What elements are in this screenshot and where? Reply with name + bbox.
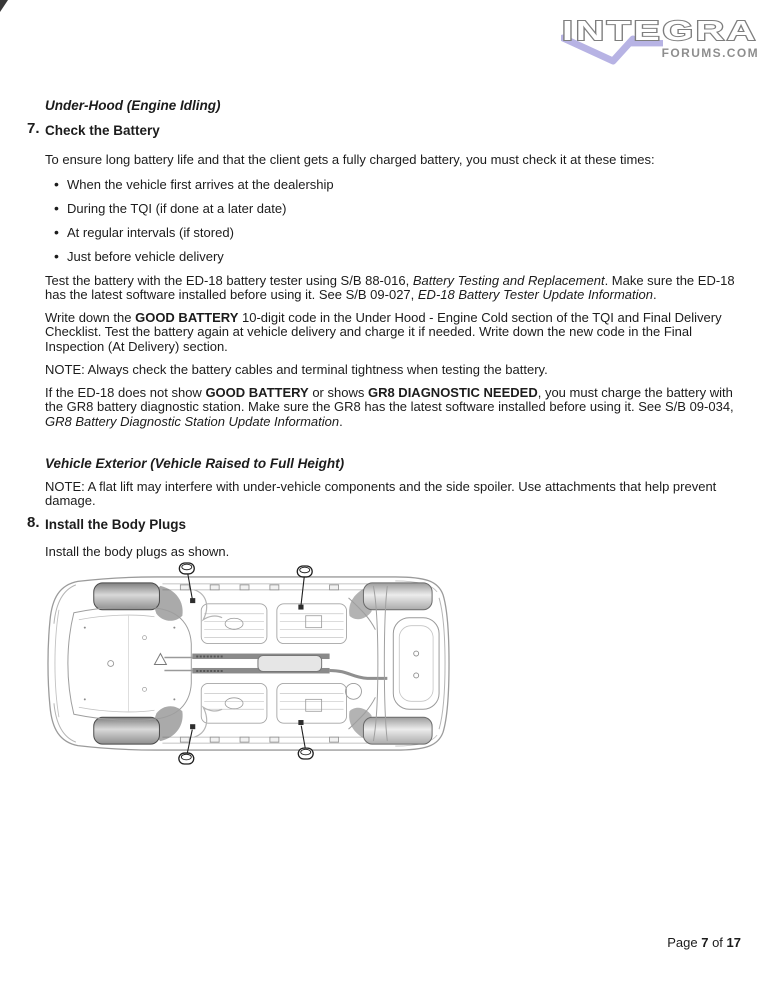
rear-floor-pan: [393, 617, 439, 709]
front-left-tire: [94, 582, 160, 609]
engine-splash-shield: [68, 606, 191, 720]
document-body: [27, 98, 746, 769]
list-item: • When the vehicle first arrives at the dealership: [45, 178, 746, 193]
exhaust-pipe: [330, 670, 388, 678]
integra-forums-logo: [561, 12, 761, 68]
scan-corner-artifact: [0, 0, 8, 12]
logo-subtitle: FORUMS.COM: [661, 46, 759, 60]
heading-vehicle-exterior: Vehicle Exterior (Vehicle Raised to Full Height): [45, 456, 345, 471]
footer-of-word: of: [712, 935, 723, 950]
test-battery-paragraph: Test the battery with the ED-18 battery tester using S/B 88-016, Battery Testing and Replacement. Make sure the ED-18 has the latest software installed before using it. See S/B 09-027, ED-18 Battery Tester Update Information.: [45, 272, 735, 302]
step-8-number: 8.: [27, 514, 40, 531]
footer-page-word: Page: [667, 935, 698, 950]
battery-intro-paragraph: To ensure long battery life and that the client gets a fully charged battery, you must check it at these times:: [45, 152, 655, 167]
footer-page-number: 7: [701, 935, 709, 950]
gr8-charge-paragraph: If the ED-18 does not show GOOD BATTERY or shows GR8 DIAGNOSTIC NEEDED, you must charge the battery with the GR8 battery diagnostic station. Make sure the GR8 has the latest software installed before using it. See S/B 09-034, GR8 Battery Diagnostic Station Update Information.: [45, 384, 734, 429]
step-7: [27, 120, 746, 139]
step-8: [27, 514, 746, 533]
step-7-title: Check the Battery: [45, 122, 160, 138]
footer-page-total: 17: [726, 935, 741, 950]
list-item: • At regular intervals (if stored): [45, 226, 746, 241]
note-battery-cables: NOTE: Always check the battery cables and terminal tightness when testing the battery.: [45, 362, 548, 377]
step-8-title: Install the Body Plugs: [45, 516, 187, 532]
heading-under-hood: Under-Hood (Engine Idling): [45, 98, 221, 113]
exhaust-resonator: [258, 655, 322, 671]
car-underbody-diagram: [45, 558, 453, 769]
write-code-paragraph: Write down the GOOD BATTERY 10-digit code in the Under Hood - Engine Cold section of the TQI and Final Delivery Checklist. Test the battery again at vehicle delivery and charge it if needed. Write down the new code in the Final Inspection (At Delivery) section.: [45, 309, 722, 354]
note-flat-lift: NOTE: A flat lift may interfere with under-vehicle components and the side spoiler. Use attachments that help prevent damage.: [45, 478, 717, 508]
logo-title: INTEGRA: [562, 15, 758, 46]
page-footer: [667, 936, 741, 951]
step-7-number: 7.: [27, 120, 40, 137]
battery-check-times-list: [45, 178, 746, 265]
list-item: • During the TQI (if done at a later date): [45, 202, 746, 217]
list-item: • Just before vehicle delivery: [45, 250, 746, 265]
front-right-tire: [94, 717, 160, 744]
install-plugs-paragraph: Install the body plugs as shown.: [45, 544, 230, 559]
warning-triangle-icon: [154, 653, 166, 664]
